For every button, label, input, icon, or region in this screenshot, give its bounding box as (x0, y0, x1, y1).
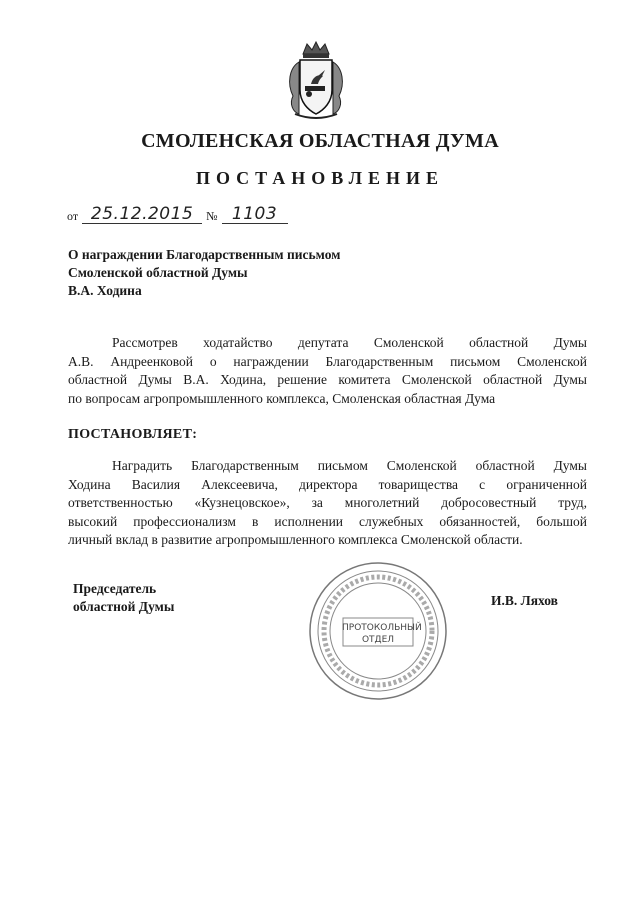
document-number: 1103 (222, 205, 288, 224)
decision-line: Наградить Благодарственным письмом Смоленской областной Думы (112, 458, 587, 473)
preamble-paragraph (68, 334, 587, 408)
seal-center-text (342, 622, 422, 646)
preamble-line: областной Думы В.А. Ходина, решение комитета Смоленской областной Думы (68, 372, 587, 387)
preamble-line: Рассмотрев ходатайство депутата Смоленской областной Думы (112, 335, 587, 350)
signatory-position (73, 580, 174, 616)
position-line: областной Думы (73, 599, 175, 614)
subject-line: Смоленской областной Думы (68, 265, 248, 280)
seal-line: ОТДЕЛ (361, 635, 395, 645)
decision-line: Ходина Василия Алексеевича, директора товарищества с ограниченной (68, 476, 587, 492)
position-line: Председатель (73, 581, 157, 596)
date-prefix: от (67, 209, 79, 223)
decision-line: ответственностью «Кузнецовское», за многолетний добросовестный труд, (68, 495, 587, 510)
resolves-heading: ПОСТАНОВЛЯЕТ: (68, 427, 198, 442)
organization-title: СМОЛЕНСКАЯ ОБЛАСТНАЯ ДУМА (141, 130, 499, 152)
subject-line: О награждении Благодарственным письмом (68, 247, 341, 262)
number-prefix: № (206, 209, 218, 223)
decision-paragraph (68, 457, 587, 550)
decision-line: личный вклад в развитие агропромышленного комплекса Смоленской области. (68, 532, 523, 547)
coat-of-arms-icon (285, 40, 347, 120)
signatory-name: И.В. Ляхов (491, 593, 558, 608)
document-date: 25.12.2015 (82, 205, 202, 224)
document-type: ПОСТАНОВЛЕНИЕ (195, 168, 445, 188)
subject-line: В.А. Ходина (68, 283, 142, 298)
seal-line: ПРОТОКОЛЬНЫЙ (342, 623, 422, 633)
decision-line: высокий профессионализм в исполнении служебных обязанностей, большой (68, 513, 587, 529)
preamble-line: А.В. Андреенковой о награждении Благодарственным письмом Смоленской (68, 353, 587, 369)
document-subject (68, 246, 340, 300)
document-reference (67, 205, 288, 224)
preamble-line: по вопросам агропромышленного комплекса, Смоленская областная Дума (68, 390, 496, 406)
